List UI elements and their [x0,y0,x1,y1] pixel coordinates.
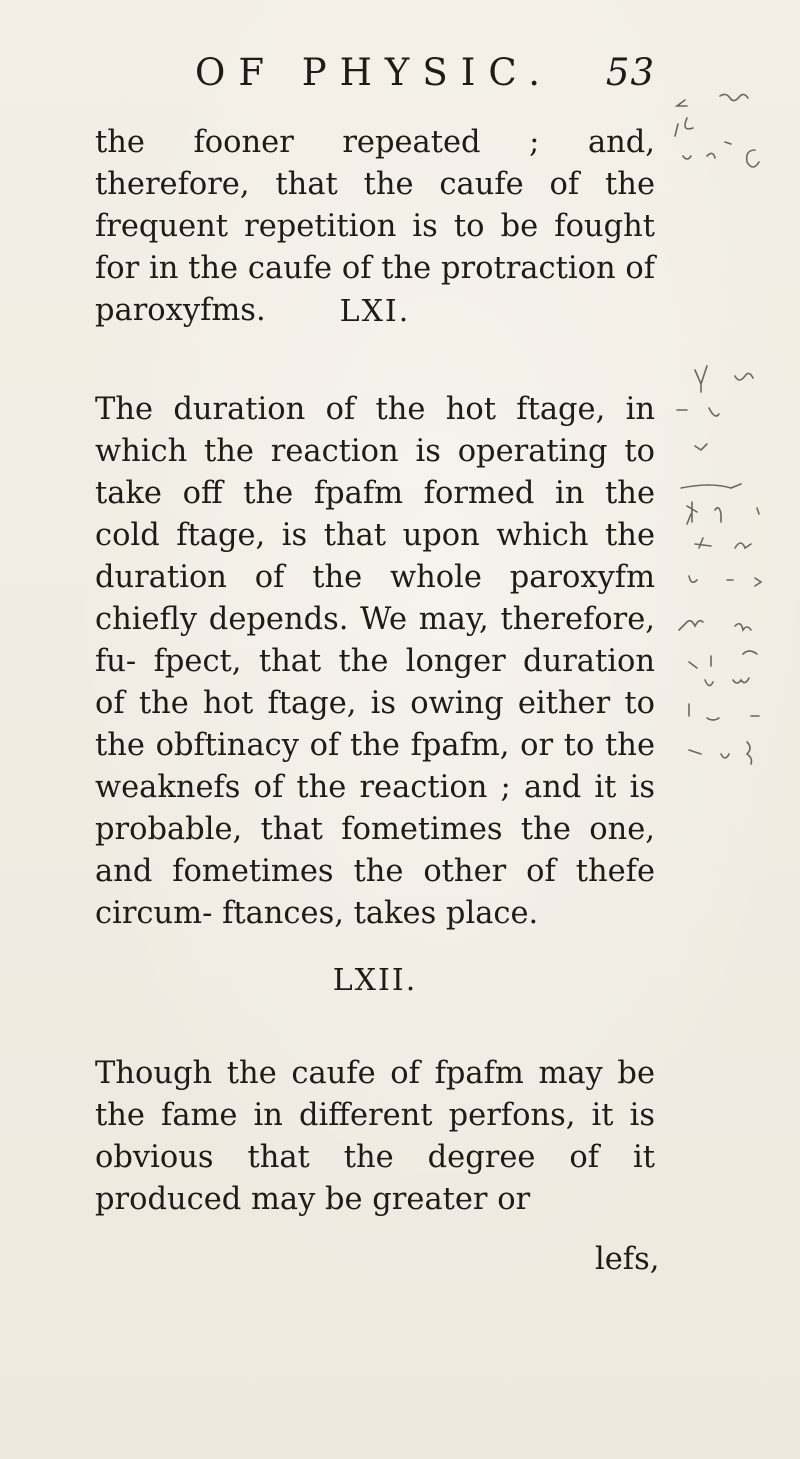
catchword: lefs, [595,1242,660,1277]
page-number: 53 [605,51,655,94]
running-head-title: OF PHYSIC. [195,51,554,94]
paragraph-lxii [95,1053,655,1221]
paragraph-text: The duration of the hot ftage, in which the reaction is operating to take off the fpafm formed in the cold ftage, is that upon which the duration of the whole paroxyfm chiefly depends. We may, therefore, fu- fpect, that the longer duration of the hot ftage, is owing either to the obftinacy of the fpafm, or to the weaknefs of the reaction ; and it is probable, that fometimes the one, and fometimes the other of thefe circum- ftances, takes place. [95,392,655,931]
paragraph-text: Though the caufe of fpafm may be the fame in different perfons, it is obvious that the degree of it produced may be greater or [95,1056,655,1217]
paragraph-lxi [95,389,655,935]
paragraph-text: the fooner repeated ; and, therefore, that the caufe of the frequent repetition is to be fought for in the caufe of the protraction of paroxyfms. [95,125,655,328]
section-number-lxi: LXI. [339,294,411,329]
margin-pencil-marks [665,90,775,990]
section-number-lxii: LXII. [332,963,418,998]
running-head [195,48,655,98]
